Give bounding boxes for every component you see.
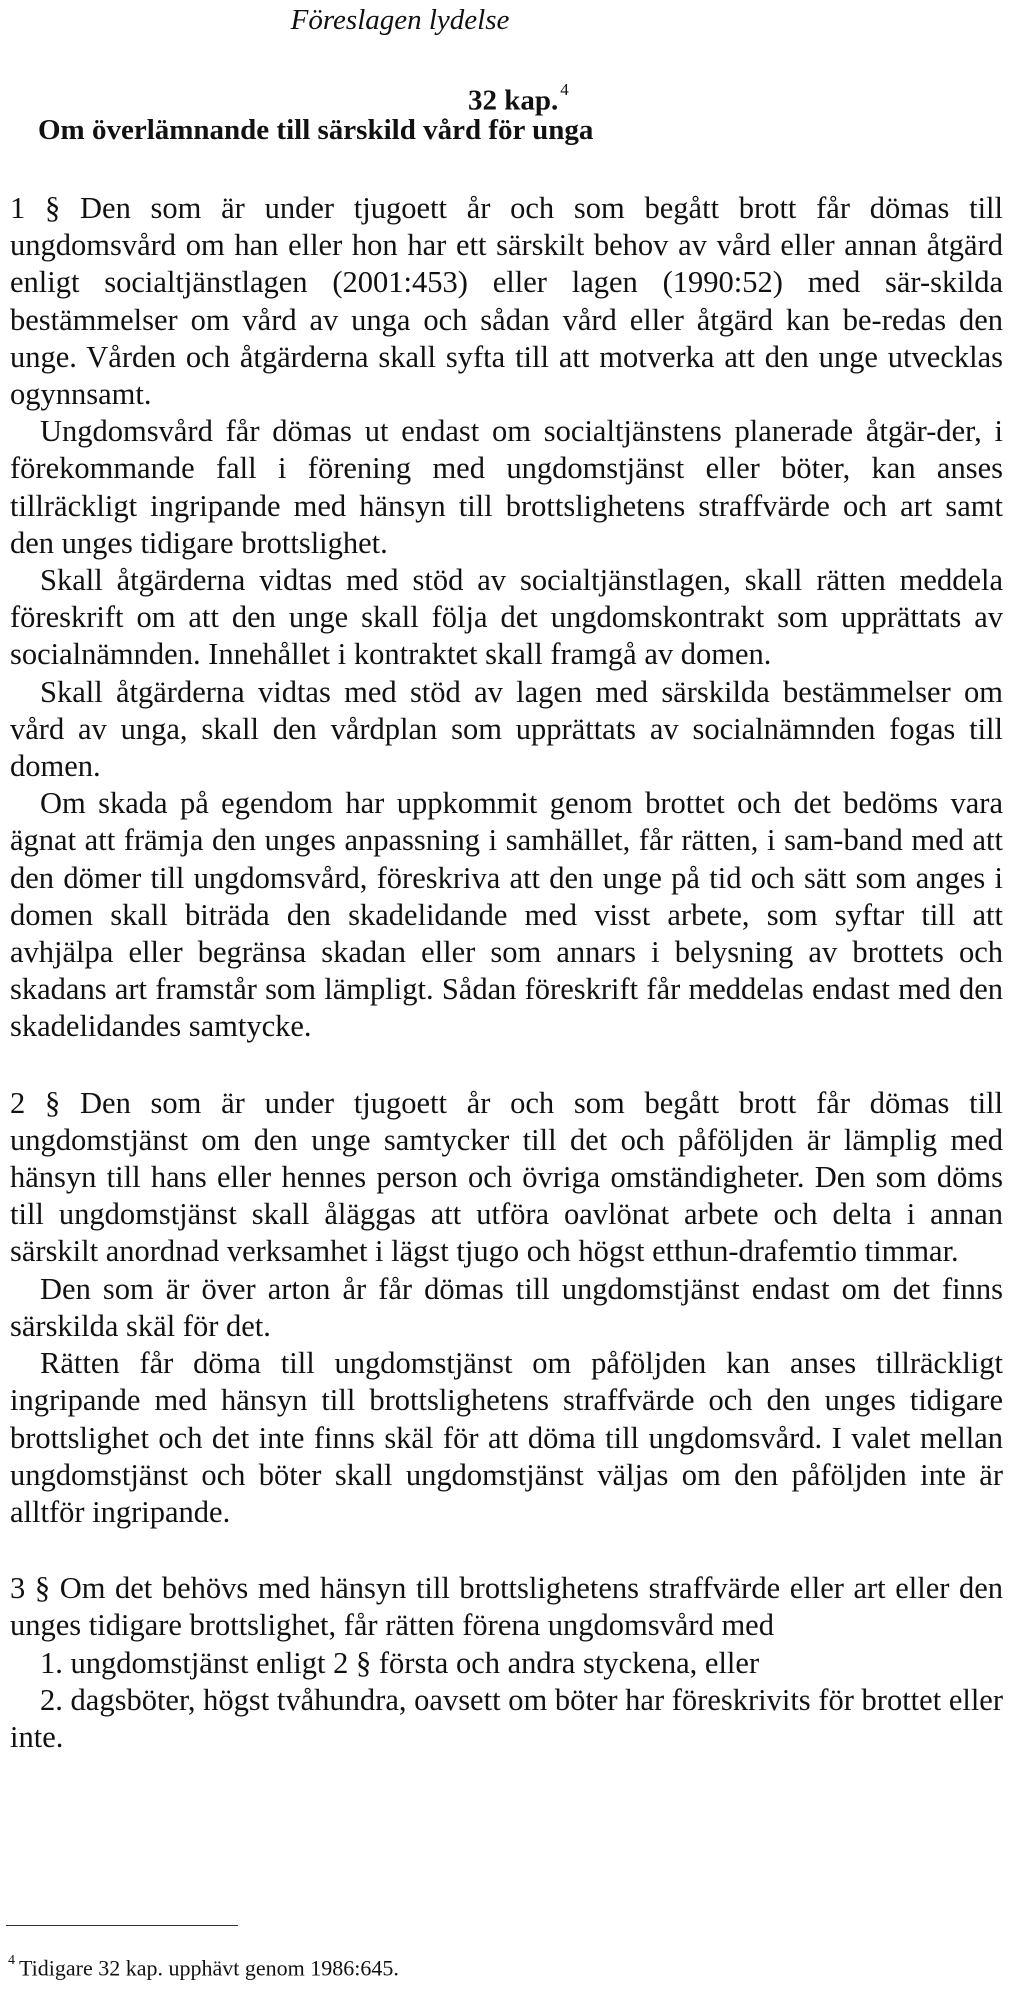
- chapter-footnote-ref: 4: [560, 80, 569, 99]
- footnote-divider: [6, 1925, 238, 1926]
- section-2-paragraph-1: [10, 1085, 1003, 1271]
- chapter-number: 32 kap.: [468, 84, 559, 117]
- section-3-paragraph-1: [10, 1570, 1003, 1644]
- footnote: [8, 1950, 399, 1982]
- section-3-text-1: Om det behövs med hänsyn till brottslighetens straffvärde eller art eller den unges tidigare brottslighet, får rätten förena ungdomsvård med: [10, 1571, 1004, 1643]
- section-1-paragraph-3: Skall åtgärderna vidtas med stöd av socialtjänstlagen, skall rätten meddela föreskrift om att den unge skall följa det ungdomskontrakt som upprättats av socialnämnden. Innehållet i kontraktet skall framgå av domen.: [10, 563, 1003, 672]
- section-sign: §: [45, 1085, 61, 1120]
- footnote-marker: 4: [8, 1953, 15, 1968]
- page-header-label: Föreslagen lydelse: [290, 4, 510, 36]
- footnote-text: Tidigare 32 kap. upphävt genom 1986:645.: [19, 1955, 399, 1981]
- section-1-paragraph-2: Ungdomsvård får dömas ut endast om socialtjänstens planerade åtgär-der, i förekommande fall i förening med ungdomstjänst eller böter, kan anses tillräckligt ingripande med hänsyn till brottslighetens straffvärde och art samt den unges tidigare brottslighet.: [10, 414, 1003, 560]
- section-1-paragraph-4: Skall åtgärderna vidtas med stöd av lagen med särskilda bestämmelser om vård av unga, skall den vårdplan som upprättats av socialnämnden fogas till domen.: [10, 674, 1003, 784]
- document-body: [10, 190, 1003, 1756]
- chapter-title: Om överlämnande till särskild vård för unga: [38, 114, 594, 146]
- section-1-text-1: Den som är under tjugoett år och som begått brott får dömas till ungdomsvård om han eller hon har ett särskilt behov av vård eller annan åtgärd enligt socialtjänstlagen (2001:453) eller lagen (1990:52) med sär-skilda bestämmelser om vård av unga och sådan vård eller åtgärd kan be-redas den unge. Vården och åtgärderna skall syfta till att motverka att den unge utvecklas ogynnsamt.: [10, 191, 1004, 412]
- section-2-paragraph-2: Den som är över arton år får dömas till ungdomstjänst endast om det finns särskilda skäl för det.: [10, 1271, 1003, 1343]
- section-1-paragraph-5: Om skada på egendom har uppkommit genom brottet och det bedöms vara ägnat att främja den unges anpassning i samhället, får rätten, i sam-band med att den dömer till ungdomsvård, föreskriva att den unge på tid och sätt som anges i domen skall biträda den skadelidande med visst arbete, som syftar till att avhjälpa eller begränsa skadan eller som annars i belysning av brottets och skadans art framstår som lämpligt. Sådan föreskrift får meddelas endast med den skadelidandes samtycke.: [10, 786, 1003, 1044]
- section-2-text-1: Den som är under tjugoett år och som begått brott får dömas till ungdomstjänst om den unge samtycker till det och påföljden är lämplig med hänsyn till hans eller hennes person och övriga omständigheter. Den som döms till ungdomstjänst skall åläggas att utföra oavlönat arbete och delta i annan särskilt anordnad verksamhet i lägst tjugo och högst etthun-drafemtio timmar.: [10, 1085, 1004, 1269]
- section-3-list-item-1: 1. ungdomstjänst enligt 2 § första och andra styckena, eller: [40, 1645, 760, 1680]
- section-2-number: 2: [10, 1085, 26, 1120]
- section-3-list-item-2: 2. dagsböter, högst tvåhundra, oavsett om böter har föreskrivits för brottet eller inte.: [10, 1682, 1003, 1754]
- section-2-paragraph-3: Rätten får döma till ungdomstjänst om påföljden kan anses tillräckligt ingripande med hänsyn till brottslighetens straffvärde och den unges tidigare brottslighet och det inte finns skäl för att döma till ungdomsvård. I valet mellan ungdomstjänst och böter skall ungdomstjänst väljas om den påföljden inte är alltför ingripande.: [10, 1346, 1003, 1529]
- section-3-number: 3: [10, 1571, 26, 1606]
- section-1-number: 1: [10, 191, 26, 225]
- section-1-paragraph-1: [10, 190, 1003, 413]
- section-sign: §: [34, 1571, 51, 1606]
- section-sign: §: [45, 191, 61, 225]
